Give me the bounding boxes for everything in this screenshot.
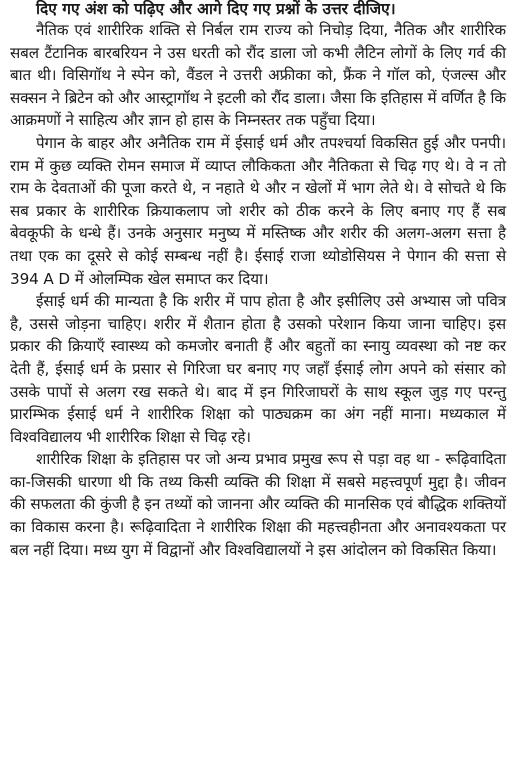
paragraph-1: नैतिक एवं शारीरिक शक्ति से निर्बल राम राज्य को निचोड़ दिया, नैतिक और शारीरिक सबल टैंटानिक बारबरियन ने उस धरती को रौंद डाला जो कभी लैटिन लोगों के लिए गर्व की बात थी। विसिगॉथ ने स्पेन को, वैंडल ने उत्तरी अफ्रीका को, फ्रैंक ने गॉल को, एंजल्स और सक्सन ने ब्रिटेन को और आस्ट्रागॉथ ने इटली को रौंद डाला। जैसा कि इतिहास में वर्णित है कि आक्रमणों ने साहित्य और ज्ञान हो हास के निम्नस्तर तक पहुँचा दिया। bbox=[10, 21, 506, 130]
paragraph-3: ईसाई धर्म की मान्यता है कि शरीर में पाप होता है और इसीलिए उसे अभ्यास जो पवित्र है, उससे जोड़ना चाहिए। शरीर में शैतान होता है उसको परेशान किया जाना चाहिए। इस प्रकार की क्रियाएँ स्वास्थ्य को कमजोर बनाती हैं और बहुतों का स्नायु व्यवस्था को नष्ट कर देती हैं, ईसाई धर्म के प्रसार से गिरिजा घर बनाए गए जहाँ ईसाई लोग अपने को संसार को उसके पापों से अलग रख सकते थे। बाद में इन गिरिजाघरों के साथ स्कूल जुड़ गए परन्तु प्रारम्भिक ईसाई धर्म ने शारीरिक शिक्षा को पाठ्यक्रम का अंग नहीं माना। मध्यकाल में विश्वविद्यालय भी शारीरिक शिक्षा से चिढ़ रहे। bbox=[10, 292, 506, 446]
paragraph-4: शारीरिक शिक्षा के इतिहास पर जो अन्य प्रभाव प्रमुख रूप से पड़ा वह था - रूढ़िवादिता का-जिसकी धारणा थी कि तथ्य किसी व्यक्ति की शिक्षा में सबसे महत्त्वपूर्ण मुद्दा है। जीवन की सफलता की कुंजी है इन तथ्यों को जानना और व्यक्ति की मानसिक एवं बौद्धिक शक्तियों का विकास करना है। रूढ़िवादिता ने शारीरिक शिक्षा की महत्त्वहीनता और अनावश्यकता पर बल नहीं दिया। मध्य युग में विद्वानों और विश्वविद्यालयों ने इस आंदोलन को विकसित किया। bbox=[10, 450, 506, 559]
paragraph-2: पेगान के बाहर और अनैतिक राम में ईसाई धर्म और तपश्चर्या विकसित हुई और पनपी। राम में कुछ व्यक्ति रोमन समाज में व्याप्त लौकिकता और नैतिकता से चिढ़ गए थे। वे न तो राम के देवताओं की पूजा करते थे, न नहाते थे और न खेलों में भाग लेते थे। वे सोचते थे कि सब प्रकार के शारीरिक क्रियाकलाप जो शरीर को ठीक करने के लिए बनाए गए हैं सब बेवकूफी के धन्धे हैं। उनके अनुसार मनुष्य में मस्तिष्क और शरीर की अलग-अलग सत्ता है तथा एक का दूसरे से कोई सम्बन्ध नहीं है। ईसाई राजा थ्योडोसियस ने पेगान की सत्ता से 394 A D में ओलम्पिक खेल समाप्त कर दिया। bbox=[10, 133, 506, 288]
instruction-heading: दिए गए अंश को पढ़िए और आगे दिए गए प्रश्नों के उत्तर दीजिए। bbox=[36, 0, 396, 18]
